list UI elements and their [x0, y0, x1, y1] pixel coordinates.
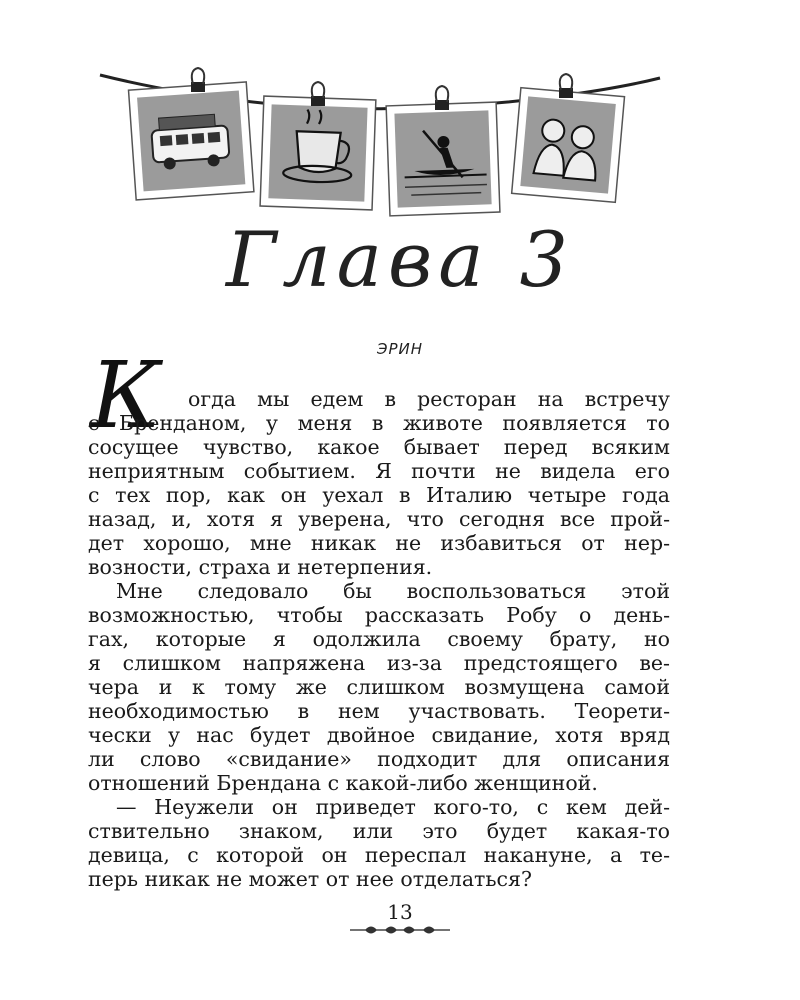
text-line: ствительно знаком, или это будет какая-то [88, 819, 670, 843]
text-line: отношений Брендана с какой-либо женщиной. [88, 771, 598, 795]
text-line: назад, и, хотя я уверена, что сегодня все прой- [88, 507, 670, 531]
text-line: с тех пор, как он уехал в Италию четыре года [88, 483, 670, 507]
text-line: дет хорошо, мне никак не избавиться от нер- [88, 531, 670, 555]
text-line: — Неужели он приведет кого-то, с кем дей- [116, 795, 670, 819]
chapter-title: Глава 3 [225, 215, 575, 304]
header-illustration [0, 0, 800, 230]
text-line: необходимостью в нем участвовать. Теорети- [88, 699, 670, 723]
text-line: Мне следовало бы воспользоваться этой [116, 579, 670, 603]
text-line: неприятным событием. Я почти не видела его [88, 459, 670, 483]
photo-card-teacup [260, 96, 376, 210]
leaf-ornament-icon [345, 921, 455, 939]
text-line: огда мы едем в ресторан на встречу [188, 387, 670, 411]
body-text [88, 387, 670, 891]
text-line: чера и к тому же слишком возмущена самой [88, 675, 670, 699]
text-line: с Бренданом, у меня в животе появляется то [88, 411, 670, 435]
text-line: чески у нас будет двойное свидание, хотя вряд [88, 723, 670, 747]
text-line: девица, с которой он переспал накануне, а те- [88, 843, 670, 867]
text-line: сосущее чувство, какое бывает перед всяким [88, 435, 670, 459]
pov-character: ЭРИН [376, 340, 424, 358]
drop-cap: К [90, 342, 162, 449]
text-line: возможностью, чтобы рассказать Робу о день- [88, 603, 670, 627]
text-line: я слишком напряжена из-за предстоящего ве- [88, 651, 670, 675]
text-line: гах, которые я одолжила своему брату, но [88, 627, 670, 651]
photo-card-couple [512, 88, 625, 203]
page-number: 13 [387, 900, 413, 924]
text-line: ли слово «свидание» подходит для описания [88, 747, 670, 771]
photo-card-kayaker [386, 102, 500, 216]
photo-card-bus [129, 82, 254, 200]
text-line: возности, страха и нетерпения. [88, 555, 433, 579]
text-line: перь никак не может от нее отделаться? [88, 867, 532, 891]
